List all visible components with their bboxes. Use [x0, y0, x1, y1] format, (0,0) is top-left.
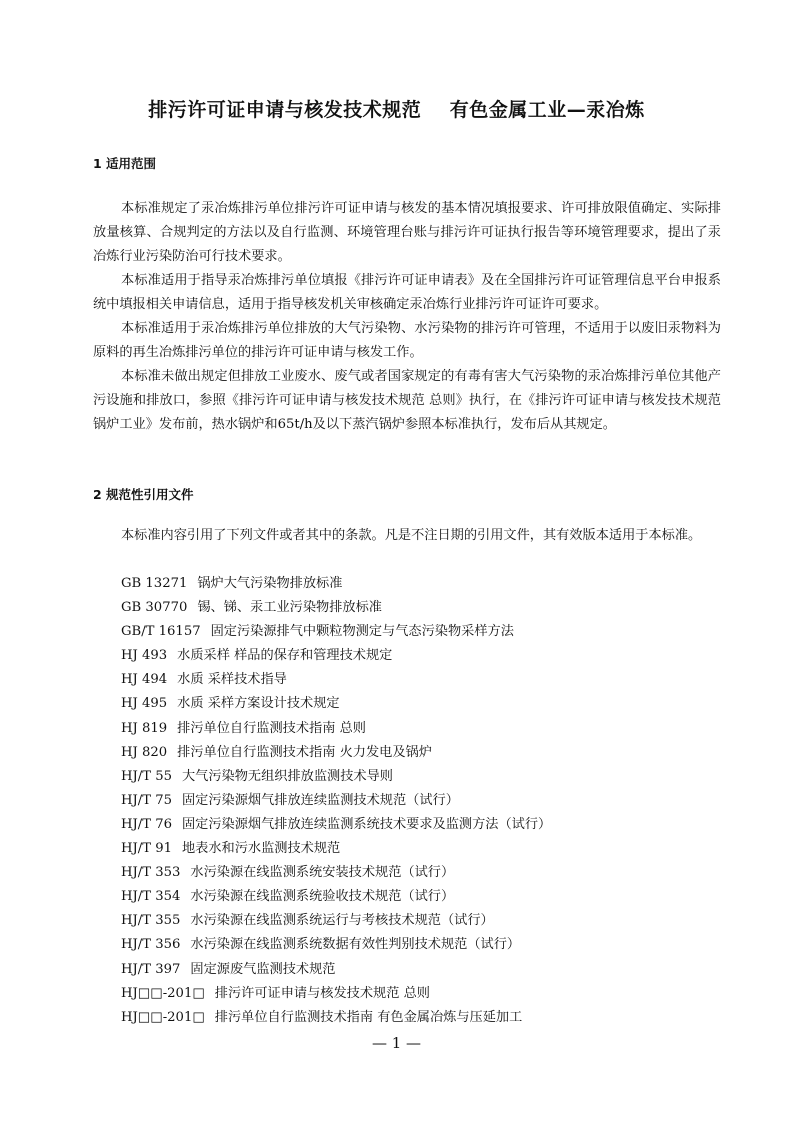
- reference-name: 排污许可证申请与核发技术规范 总则: [214, 985, 430, 1001]
- reference-name: 锅炉大气污染物排放标准: [197, 576, 343, 591]
- reference-name: 固定污染源烟气排放连续监测系统技术要求及监测方法（试行）: [182, 816, 552, 832]
- reference-item: [121, 765, 551, 789]
- reference-code: HJ 493: [121, 648, 168, 664]
- reference-item: [121, 982, 551, 1006]
- reference-code: GB/T 16157: [121, 624, 201, 640]
- reference-code: HJ/T 75: [121, 792, 172, 808]
- reference-code: HJ/T 356: [121, 937, 181, 953]
- scope-paragraph-3: 本标准适用于汞冶炼排污单位排放的大气污染物、水污染物的排污许可管理，不适用于以废旧汞物料为原料的再生冶炼排污单位的排污许可证申请与核发工作。: [93, 321, 721, 361]
- reference-item: [121, 885, 551, 909]
- reference-code: HJ□□-201□: [121, 985, 205, 1001]
- section-heading-scope: 1 适用范围: [93, 156, 157, 171]
- reference-item: [121, 813, 551, 837]
- reference-code: HJ/T 76: [121, 816, 172, 832]
- scope-paragraph-4: 本标准未做出规定但排放工业废水、废气或者国家规定的有毒有害大气污染物的汞冶炼排污单位其他产污设施和排放口，参照《排污许可证申请与核发技术规范 总则》执行，在《排污许可证申请与核发技术规范 锅炉工业》发布前，热水锅炉和65t/h及以下蒸汽锅炉参照本标准执行，发布后从其规定。: [93, 369, 721, 433]
- reference-name: 排污单位自行监测技术指南 火力发电及锅炉: [177, 744, 432, 760]
- reference-item: [121, 596, 551, 620]
- reference-name: 水质采样 样品的保存和管理技术规定: [177, 648, 393, 664]
- scope-paragraph-1: 本标准规定了汞冶炼排污单位排污许可证申请与核发的基本情况填报要求、许可排放限值确定、实际排放量核算、合规判定的方法以及自行监测、环境管理台账与排污许可证执行报告等环境管理要求，提出了汞冶炼行业污染防治可行技术要求。: [93, 201, 721, 265]
- reference-name: 水质 采样方案设计技术规定: [177, 696, 340, 712]
- document-title: 排污许可证申请与核发技术规范 有色金属工业—汞冶炼: [148, 99, 645, 121]
- scope-paragraph-2: 本标准适用于指导汞冶炼排污单位填报《排污许可证申请表》及在全国排污许可证管理信息平台申报系统中填报相关申请信息，适用于指导核发机关审核确定汞冶炼行业排污许可证许可要求。: [93, 273, 721, 313]
- reference-item: [121, 861, 551, 885]
- reference-name: 大气污染物无组织排放监测技术导则: [182, 768, 393, 784]
- reference-code: GB 30770: [121, 600, 188, 616]
- reference-name: 水污染源在线监测系统安装技术规范（试行）: [190, 865, 455, 881]
- reference-code: GB 13271: [121, 576, 188, 591]
- reference-code: HJ/T 353: [121, 865, 181, 881]
- reference-name: 水污染源在线监测系统验收技术规范（试行）: [190, 889, 455, 905]
- page-number: — 1 —: [371, 1034, 422, 1052]
- reference-code: HJ/T 354: [121, 889, 181, 905]
- reference-item: [121, 933, 551, 957]
- reference-item: [121, 789, 551, 813]
- reference-name: 锡、锑、汞工业污染物排放标准: [197, 600, 382, 616]
- reference-list: [121, 572, 551, 1030]
- reference-code: HJ/T 55: [121, 768, 172, 784]
- reference-name: 固定源废气监测技术规范: [190, 961, 336, 977]
- reference-code: HJ/T 91: [121, 841, 172, 857]
- reference-item: [121, 692, 551, 716]
- reference-item: [121, 909, 551, 933]
- reference-item: [121, 644, 551, 668]
- reference-item: [121, 741, 551, 765]
- reference-name: 固定污染源烟气排放连续监测技术规范（试行）: [182, 792, 459, 808]
- reference-code: HJ 820: [121, 744, 168, 760]
- reference-name: 地表水和污水监测技术规范: [182, 841, 341, 857]
- reference-name: 固定污染源排气中颗粒物测定与气态污染物采样方法: [210, 624, 514, 640]
- section-heading-references: 2 规范性引用文件: [93, 487, 194, 502]
- reference-code: HJ 494: [121, 672, 168, 688]
- reference-item: [121, 620, 551, 644]
- reference-name: 水污染源在线监测系统数据有效性判别技术规范（试行）: [190, 937, 521, 953]
- reference-item: [121, 837, 551, 861]
- references-intro-paragraph: 本标准内容引用了下列文件或者其中的条款。凡是不注日期的引用文件，其有效版本适用于本标准。: [121, 528, 702, 543]
- reference-code: HJ 819: [121, 720, 168, 736]
- reference-name: 水质 采样技术指导: [177, 672, 287, 688]
- reference-name: 水污染源在线监测系统运行与考核技术规范（试行）: [190, 913, 494, 929]
- reference-name: 排污单位自行监测技术指南 有色金属冶炼与压延加工: [214, 1009, 523, 1025]
- reference-item: [121, 958, 551, 982]
- reference-code: HJ/T 355: [121, 913, 181, 929]
- reference-code: HJ□□-201□: [121, 1009, 205, 1025]
- reference-item: [121, 1006, 551, 1030]
- reference-code: HJ 495: [121, 696, 168, 712]
- reference-code: HJ/T 397: [121, 961, 181, 977]
- reference-item: [121, 717, 551, 741]
- reference-name: 排污单位自行监测技术指南 总则: [177, 720, 366, 736]
- reference-item: [121, 668, 551, 692]
- reference-item: [121, 572, 551, 596]
